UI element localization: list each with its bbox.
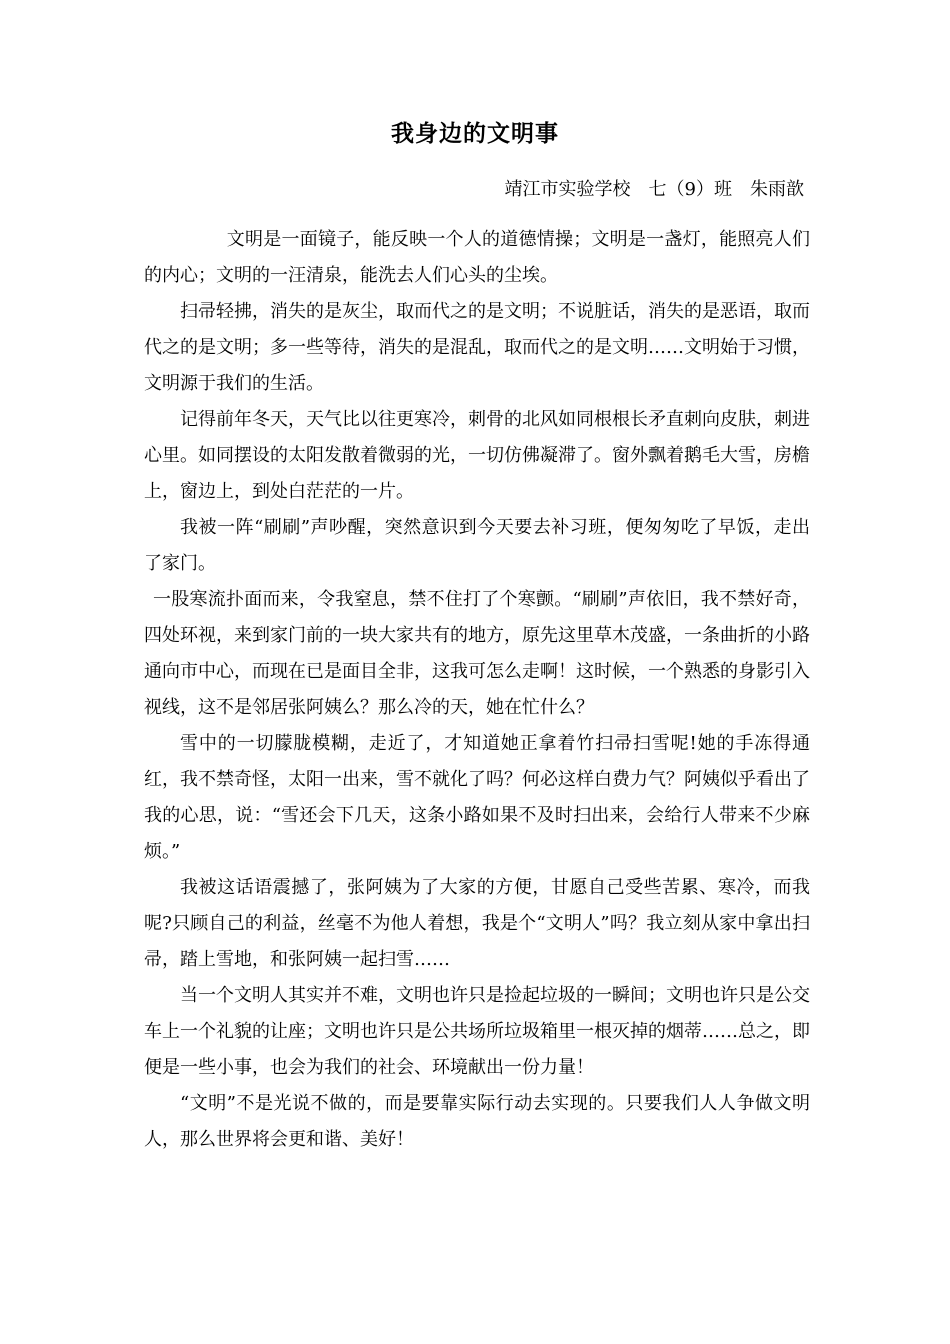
paragraph-3: 记得前年冬天，天气比以往更寒冷，刺骨的北风如同根根长矛直刺向皮肤，刺进心里。如同摆设的太阳发散着微弱的光，一切仿佛凝滞了。窗外飘着鹅毛大雪，房檐上，窗边上，到处白茫茫的一片。 <box>144 409 810 502</box>
author-byline: 靖江市实验学校 七（9）班 朱雨歆 <box>504 179 804 200</box>
essay-body <box>144 222 810 1158</box>
paragraph-5: 一股寒流扑面而来，令我窒息，禁不住打了个寒颤。“刷刷”声依旧，我不禁好奇，四处环视，来到家门前的一块大家共有的地方，原先这里草木茂盛，一条曲折的小路通向市中心，而现在已是面目全非，这我可怎么走啊！这时候，一个熟悉的身影引入视线，这不是邻居张阿姨么？那么冷的天，她在忙什么？ <box>144 589 810 718</box>
paragraph-1: 文明是一面镜子，能反映一个人的道德情操；文明是一盏灯，能照亮人们的内心；文明的一汪清泉，能洗去人们心头的尘埃。 <box>144 229 810 286</box>
essay-title: 我身边的文明事 <box>391 121 559 147</box>
paragraph-6: 雪中的一切朦胧模糊，走近了，才知道她正拿着竹扫帚扫雪呢!她的手冻得通红，我不禁奇怪，太阳一出来，雪不就化了吗？何必这样白费力气？阿姨似乎看出了我的心思，说：“雪还会下几天，这条小路如果不及时扫出来，会给行人带来不少麻烦。” <box>144 733 810 862</box>
paragraph-4: 我被一阵“刷刷”声吵醒，突然意识到今天要去补习班，便匆匆吃了早饭，走出了家门。 <box>144 517 810 574</box>
paragraph-2: 扫帚轻拂，消失的是灰尘，取而代之的是文明；不说脏话，消失的是恶语，取而代之的是文明；多一些等待，消失的是混乱，取而代之的是文明……文明始于习惯，文明源于我们的生活。 <box>144 301 810 394</box>
paragraph-8: 当一个文明人其实并不难，文明也许只是捡起垃圾的一瞬间；文明也许只是公交车上一个礼貌的让座；文明也许只是公共场所垃圾箱里一根灭掉的烟蒂……总之，即便是一些小事，也会为我们的社会、环境献出一份力量！ <box>144 985 810 1078</box>
paragraph-7: 我被这话语震撼了，张阿姨为了大家的方便，甘愿自己受些苦累、寒冷，而我呢?只顾自己的利益，丝毫不为他人着想，我是个“文明人”吗？我立刻从家中拿出扫帚，踏上雪地，和张阿姨一起扫雪…… <box>144 877 810 970</box>
paragraph-9: “文明”不是光说不做的，而是要靠实际行动去实现的。只要我们人人争做文明人，那么世界将会更和谐、美好！ <box>144 1093 810 1150</box>
